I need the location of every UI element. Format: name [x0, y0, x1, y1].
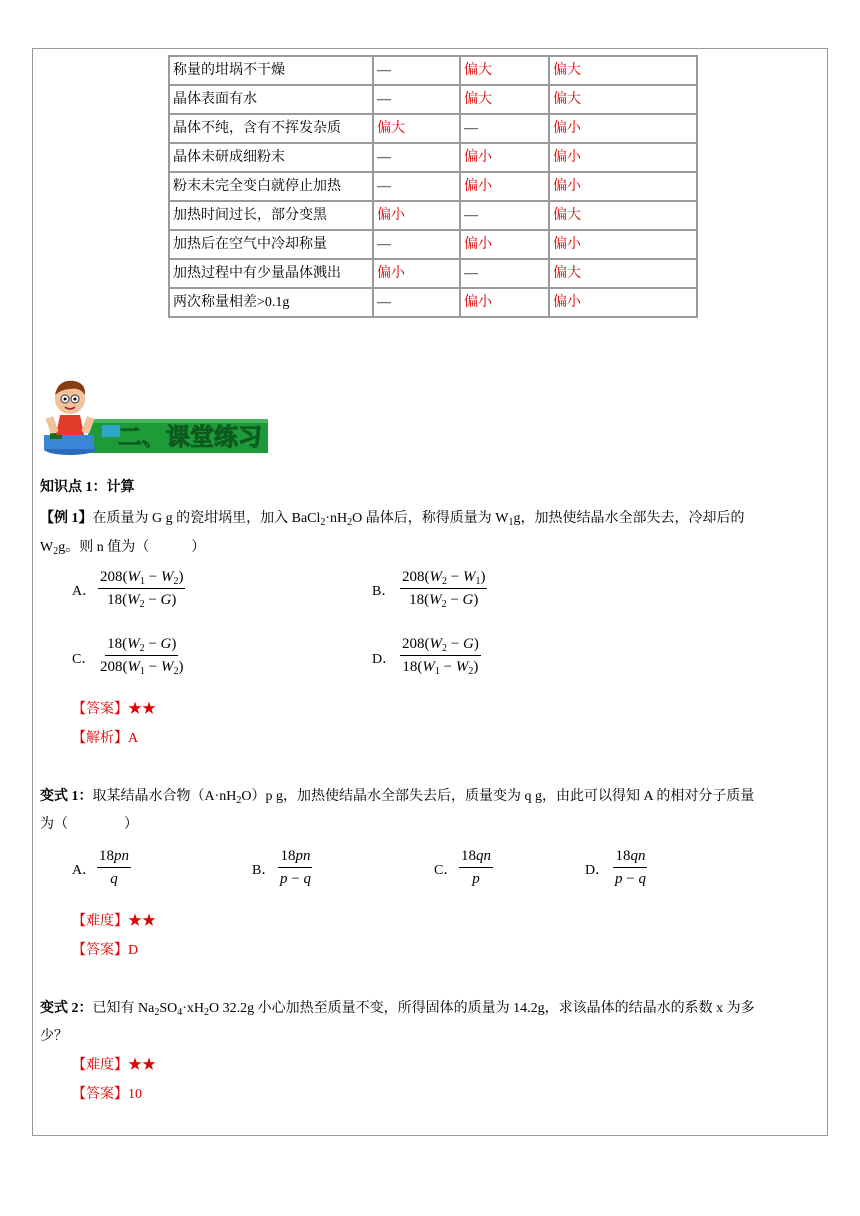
option-d-denominator: $18(W_1 - W_2)$	[402, 659, 479, 677]
option-b-numerator: $208(W_2 - W_1)$	[402, 569, 486, 587]
table-cell-value: —	[373, 172, 460, 201]
variant1-difficulty: 【难度】★★	[72, 914, 156, 929]
table-row	[169, 56, 697, 85]
example1-option-b-label: B．	[372, 584, 396, 599]
table-row	[169, 230, 697, 259]
variant2-label: 变式 2：	[40, 1001, 93, 1016]
table-cell-value: —	[373, 143, 460, 172]
variant1-option-d-label: D．	[585, 863, 610, 878]
table-cell-value: 偏大	[549, 201, 697, 230]
table-cell-value: 偏小	[373, 201, 460, 230]
table-row	[169, 288, 697, 317]
variant1-option-d-fraction: $\frac{18qn}{p - q}$	[615, 848, 646, 887]
example1-option-d-fraction	[400, 634, 481, 677]
table-cell-value: 偏小	[549, 230, 697, 259]
table-cell-value: 偏小	[549, 143, 697, 172]
example1-label: 【例 1】	[40, 511, 93, 526]
section-banner	[40, 363, 270, 457]
table-cell-value: 偏小	[460, 288, 549, 317]
table-cell-value: 偏小	[460, 143, 549, 172]
table-cell-value: —	[460, 201, 549, 230]
example1-line1: 【例 1】在质量为 G g 的瓷坩埚里，加入 $BaCl_2\cdot nH_2O$ 晶体后，称得质量为 $W_1g$，加热使结晶水全部失去，冷却后的	[40, 511, 745, 528]
example1-option-b-fraction	[400, 567, 487, 610]
table-row	[169, 85, 697, 114]
table-row	[169, 172, 697, 201]
example1-line2: $W_2g$。则 n 值为（ ）	[40, 540, 206, 557]
option-c-numerator: $18(W_2 - G)$	[107, 636, 177, 654]
table-cell-condition: 两次称量相差>0.1g	[169, 288, 373, 317]
table-row	[169, 259, 697, 288]
table-row	[169, 143, 697, 172]
variant2-answer: 【答案】10	[72, 1087, 142, 1102]
table-cell-condition: 晶体表面有水	[169, 85, 373, 114]
variant2-line1: 变式 2：已知有 $Na_2SO_4\cdot xH_2O$ 32.2g 小心加热至质量不变，所得固体的质量为 14.2g，求该晶体的结晶水的系数 x 为多	[40, 1001, 755, 1018]
variant1-answer: 【答案】D	[72, 943, 139, 958]
variant1-option-b-fraction: $\frac{18pn}{p - q}$	[280, 848, 311, 887]
table-cell-condition: 加热时间过长，部分变黑	[169, 201, 373, 230]
knowledge-point-title: 知识点 1：计算	[40, 480, 135, 495]
error-analysis-table	[168, 55, 698, 318]
example1-option-a-fraction	[98, 567, 185, 610]
table-cell-value: —	[373, 288, 460, 317]
variant1-label: 变式 1：	[40, 789, 93, 804]
example1-analysis: 【解析】A	[72, 731, 139, 746]
table-cell-value: —	[460, 259, 549, 288]
option-a-numerator: $208(W_1 - W_2)$	[100, 569, 184, 587]
variant2-difficulty: 【难度】★★	[72, 1058, 156, 1073]
example1-option-d-label: D．	[372, 652, 397, 667]
banner-title: 二、课堂练习	[118, 423, 262, 451]
table-cell-value: 偏大	[460, 56, 549, 85]
example1-option-c-fraction	[98, 634, 185, 677]
variant1-option-c-fraction: $\frac{18qn}{p}$	[461, 848, 491, 887]
table-row	[169, 114, 697, 143]
example1-option-c-label: C．	[72, 652, 96, 667]
table-cell-value: —	[373, 56, 460, 85]
option-a-denominator: $18(W_2 - G)$	[107, 592, 177, 610]
table-cell-condition: 加热过程中有少量晶体溅出	[169, 259, 373, 288]
table-cell-value: 偏小	[373, 259, 460, 288]
table-cell-value: 偏大	[460, 85, 549, 114]
table-cell-value: 偏大	[549, 85, 697, 114]
variant1-option-c-label: C．	[434, 863, 458, 878]
table-cell-value: 偏小	[549, 288, 697, 317]
table-cell-value: 偏大	[549, 56, 697, 85]
table-cell-value: 偏小	[549, 172, 697, 201]
example1-answer: 【答案】★★	[72, 702, 156, 717]
table-cell-value: 偏小	[460, 172, 549, 201]
table-cell-condition: 晶体未研成细粉末	[169, 143, 373, 172]
table-cell-value: —	[373, 85, 460, 114]
variant1-line1: 变式 1：取某结晶水合物$(A\cdot nH_2O)p$ g，加热使结晶水全部失去后，质量变为 q g，由此可以得知 A 的相对分子质量	[40, 789, 755, 806]
variant1-line2: 为（ ）	[40, 817, 138, 832]
option-c-denominator: $208(W_1 - W_2)$	[100, 659, 184, 677]
variant2-line2: 少？	[40, 1029, 68, 1044]
table-row	[169, 201, 697, 230]
variant1-option-a-fraction: $\frac{18pn}{q}$	[99, 848, 129, 887]
table-cell-condition: 加热后在空气中冷却称量	[169, 230, 373, 259]
table-cell-value: 偏小	[549, 114, 697, 143]
table-cell-condition: 称量的坩埚不干燥	[169, 56, 373, 85]
table-cell-value: —	[460, 114, 549, 143]
option-b-denominator: $18(W_2 - G)$	[409, 592, 479, 610]
variant1-option-a-label: A．	[72, 863, 97, 878]
table-cell-value: 偏大	[549, 259, 697, 288]
table-cell-condition: 粉末未完全变白就停止加热	[169, 172, 373, 201]
table-cell-value: 偏小	[460, 230, 549, 259]
table-cell-value: 偏大	[373, 114, 460, 143]
table-cell-value: —	[373, 230, 460, 259]
table-cell-condition: 晶体不纯，含有不挥发杂质	[169, 114, 373, 143]
option-d-numerator: $208(W_2 - G)$	[402, 636, 479, 654]
variant1-option-b-label: B．	[252, 863, 276, 878]
example1-option-a-label: A．	[72, 584, 97, 599]
